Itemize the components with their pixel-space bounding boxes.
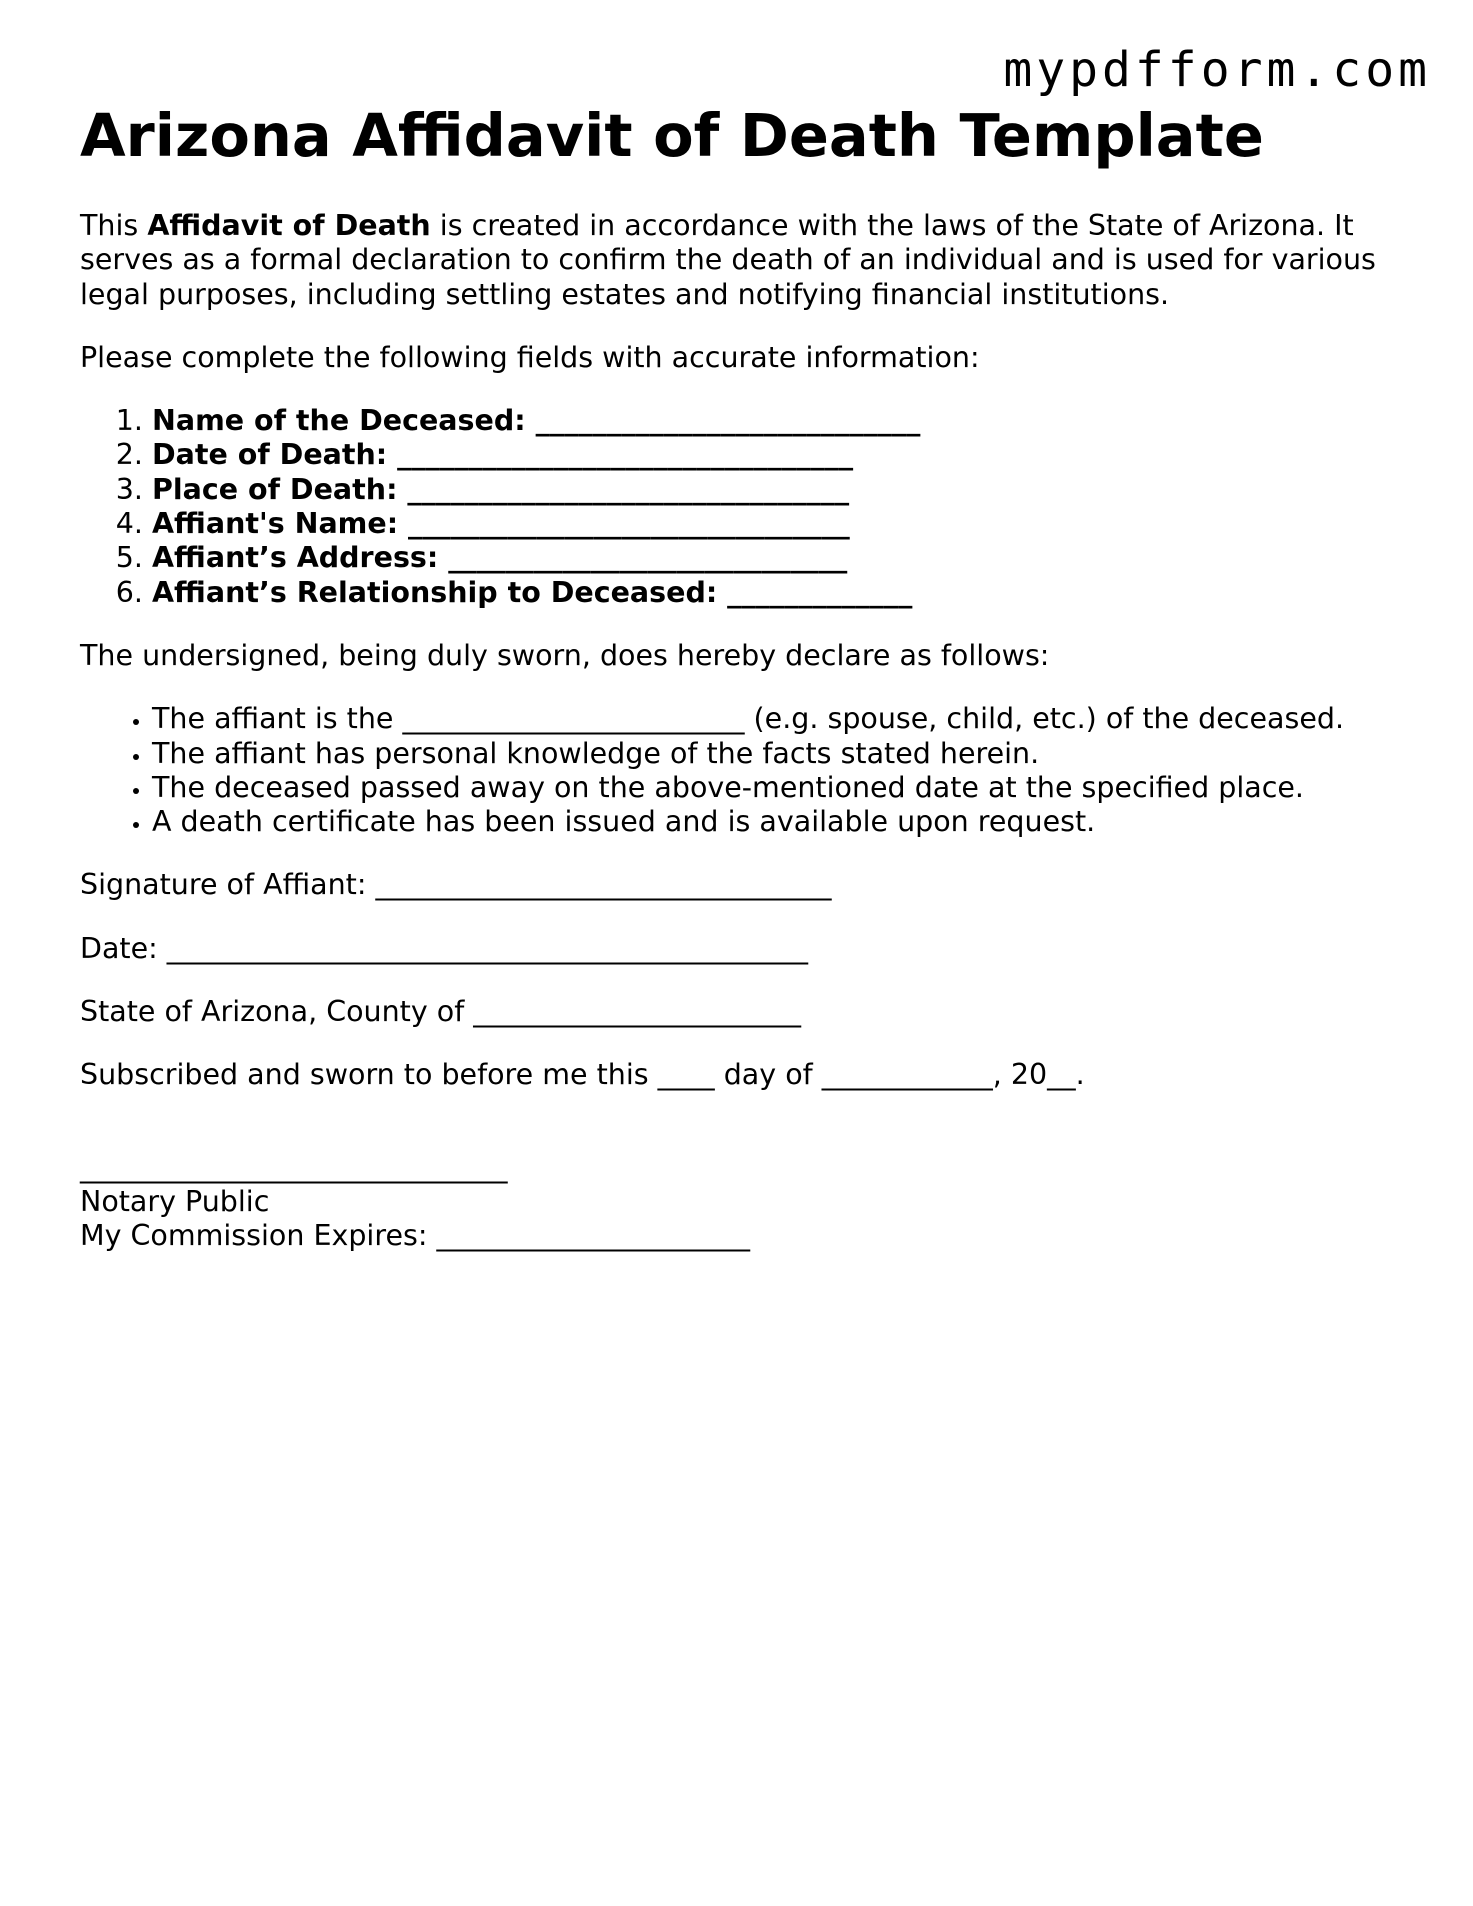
intro-bold-term: Affidavit of Death: [147, 209, 431, 242]
document-title: Arizona Affidavit of Death Template: [80, 101, 1264, 170]
field-affiant-name: [152, 507, 1400, 541]
field-label: Affiant’s Address:: [152, 541, 439, 575]
watermark: mypdfform.com: [1003, 42, 1431, 98]
field-affiant-relationship: [152, 576, 1400, 610]
field-blank[interactable]: ________________________________: [387, 438, 854, 472]
declaration-intro: The undersigned, being duly sworn, does hereby declare as follows:: [80, 638, 1050, 672]
notary-block: [80, 1151, 1400, 1254]
document-body: [80, 209, 1400, 1254]
field-blank[interactable]: ___________________________: [525, 404, 921, 438]
county-line[interactable]: State of Arizona, County of _______________________: [80, 995, 802, 1029]
field-deceased-name: [152, 404, 1400, 438]
intro-paragraph: [80, 209, 1400, 312]
date-line[interactable]: Date: _____________________________________________: [80, 931, 809, 965]
instructions-text: Please complete the following fields with accurate information:: [80, 340, 980, 374]
fields-list: [80, 404, 1400, 610]
sworn-line[interactable]: Subscribed and sworn to before me this ____ day of ____________, 20__.: [80, 1058, 1085, 1092]
notary-label: Notary Public: [80, 1184, 270, 1218]
field-blank[interactable]: ____________________________: [438, 541, 848, 575]
signature-line[interactable]: Signature of Affiant: ________________________________: [80, 868, 832, 902]
intro-prefix: This: [80, 209, 148, 242]
spacer: [80, 1122, 1400, 1151]
field-label: Place of Death:: [152, 472, 398, 506]
field-blank[interactable]: _______________________________: [398, 507, 850, 541]
field-label: Affiant's Name:: [152, 507, 399, 541]
field-date-of-death: [152, 438, 1400, 472]
notary-signature-blank[interactable]: ______________________________: [80, 1150, 508, 1184]
declarations-list: [80, 702, 1400, 839]
field-label: Date of Death:: [152, 438, 388, 472]
commission-expires-line[interactable]: My Commission Expires: ______________________: [80, 1219, 750, 1253]
declaration-item: • The affiant is the ________________________ (e.g. spouse, child, etc.) of the deceased.: [152, 702, 1400, 736]
intro-rest: is created in accordance with the laws of the State of Arizona. It serves as a formal declaration to confirm the death of an individual and is used for various legal purposes, including settling estates and notifying financial institutions.: [80, 209, 1376, 311]
field-affiant-address: [152, 541, 1400, 575]
declaration-item: • The deceased passed away on the above-mentioned date at the specified place.: [152, 771, 1400, 805]
declaration-item: • The affiant has personal knowledge of the facts stated herein.: [152, 737, 1400, 771]
field-blank[interactable]: _____________: [717, 575, 913, 609]
field-label: Affiant’s Relationship to Deceased:: [152, 575, 718, 609]
field-label: Name of the Deceased:: [152, 404, 526, 438]
field-blank[interactable]: _______________________________: [397, 472, 850, 506]
field-place-of-death: [152, 473, 1400, 507]
declaration-item: • A death certificate has been issued and is available upon request.: [152, 805, 1400, 839]
